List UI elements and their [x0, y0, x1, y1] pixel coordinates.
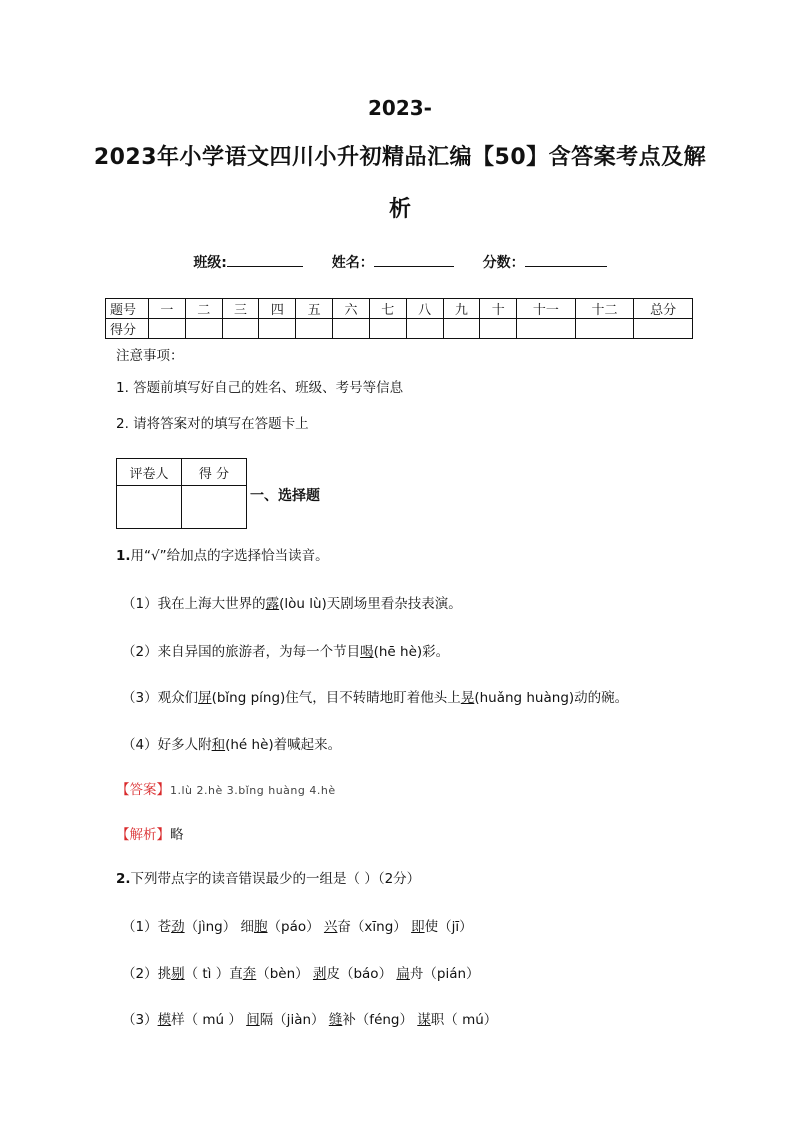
- item-text: （jìng） 细: [184, 919, 255, 935]
- item-text: (lòu lù)天剧场里看杂技表演。: [279, 596, 462, 612]
- section-heading: 一、选择题: [250, 488, 320, 504]
- item-text: (hé hè)着喊起来。: [225, 737, 342, 753]
- grader-box: [116, 458, 247, 529]
- score-label: 分数：: [482, 255, 525, 271]
- answer-label: 【答案】: [116, 782, 170, 798]
- dotted-char: 剔: [171, 966, 185, 982]
- item-text: 舟（pián）: [409, 966, 480, 982]
- score-col: 七: [369, 299, 406, 319]
- score-col: 四: [259, 299, 296, 319]
- item-text: (bǐng píng)住气，目不转睛地盯着他头上: [211, 690, 461, 706]
- grader-score-label: 得 分: [182, 459, 247, 486]
- item-text: 我在上海大世界的: [157, 596, 266, 612]
- item-text: 奋（xīng）: [337, 919, 412, 935]
- analysis-value: 略: [170, 827, 184, 843]
- dotted-char: 模: [157, 1012, 172, 1028]
- score-col: 总分: [634, 299, 693, 319]
- dotted-char: 露: [265, 596, 280, 612]
- notes-title: 注意事项：: [116, 348, 184, 364]
- dotted-char: 剥: [312, 966, 327, 982]
- dotted-char: 屏: [198, 690, 212, 706]
- dotted-char: 劲: [171, 919, 185, 935]
- score-cell[interactable]: [333, 319, 370, 339]
- question-stem: 用“√”给加点的字选择恰当读音。: [130, 548, 329, 564]
- dotted-char: 缝: [328, 1012, 343, 1028]
- analysis-row: [116, 823, 184, 843]
- score-table-header-label: 题号: [106, 299, 149, 319]
- item-number: （2）: [122, 966, 158, 982]
- item-number: （4）: [122, 737, 158, 753]
- score-col: 二: [185, 299, 222, 319]
- item-text: 观众们: [157, 690, 199, 706]
- grader-label: 评卷人: [117, 459, 182, 486]
- grader-score-cell[interactable]: [182, 486, 247, 529]
- answer-value: 1.lù 2.hè 3.bǐng huàng 4.hè: [170, 784, 336, 797]
- question-2-option-3: [122, 1008, 497, 1028]
- dotted-char: 扁: [396, 966, 410, 982]
- score-blank[interactable]: [525, 252, 607, 267]
- score-col: 十: [480, 299, 517, 319]
- question-1-item-2: [122, 640, 449, 660]
- item-text: 使（jī）: [424, 919, 473, 935]
- item-text: (huǎng huàng)动的碗。: [474, 690, 629, 706]
- score-cell[interactable]: [443, 319, 480, 339]
- score-col: 五: [296, 299, 333, 319]
- score-col: 三: [222, 299, 259, 319]
- name-blank[interactable]: [374, 252, 454, 267]
- item-text: 好多人附: [157, 737, 212, 753]
- score-cell[interactable]: [406, 319, 443, 339]
- question-2-stem: [116, 867, 420, 887]
- analysis-label: 【解析】: [116, 827, 170, 843]
- item-number: （2）: [122, 644, 158, 660]
- class-label: 班级:: [193, 255, 227, 271]
- class-blank[interactable]: [227, 252, 303, 267]
- question-1-item-1: [122, 592, 462, 612]
- score-cell[interactable]: [517, 319, 576, 339]
- score-col: 一: [149, 299, 186, 319]
- score-col: 六: [333, 299, 370, 319]
- item-text: 苍: [157, 919, 172, 935]
- item-text: 挑: [157, 966, 172, 982]
- question-number: 2.: [116, 871, 131, 887]
- score-cell[interactable]: [185, 319, 222, 339]
- dotted-char: 即: [411, 919, 425, 935]
- score-cell[interactable]: [296, 319, 333, 339]
- doc-title-line1: 2023-: [368, 96, 432, 120]
- question-number: 1.: [116, 548, 131, 564]
- score-cell[interactable]: [369, 319, 406, 339]
- item-text: 隔（jiàn）: [259, 1012, 329, 1028]
- doc-title-line3: 析: [388, 197, 411, 222]
- item-text: （bèn）: [256, 966, 313, 982]
- dotted-char: 胞: [254, 919, 268, 935]
- score-cell[interactable]: [575, 319, 634, 339]
- question-1-item-3: [122, 686, 628, 706]
- note-item: 2. 请将答案对的填写在答题卡上: [116, 416, 309, 432]
- dotted-char: 谋: [417, 1012, 431, 1028]
- question-1-stem: [116, 544, 329, 564]
- item-text: (hē hè)彩。: [373, 644, 450, 660]
- dotted-char: 奔: [242, 966, 257, 982]
- item-number: （3）: [122, 690, 158, 706]
- item-text: （páo）: [267, 919, 324, 935]
- score-cell[interactable]: [149, 319, 186, 339]
- score-col: 十二: [575, 299, 634, 319]
- score-col: 八: [406, 299, 443, 319]
- answer-row: [116, 778, 336, 798]
- score-cell[interactable]: [634, 319, 693, 339]
- score-col: 九: [443, 299, 480, 319]
- item-text: 职（ mú）: [430, 1012, 498, 1028]
- note-item: 1. 答题前填写好自己的姓名、班级、考号等信息: [116, 380, 404, 396]
- question-stem: 下列带点字的读音错误最少的一组是（ ）（2分）: [130, 871, 421, 887]
- name-label: 姓名：: [331, 255, 374, 271]
- dotted-char: 兴: [323, 919, 338, 935]
- dotted-char: 晃: [460, 690, 475, 706]
- dotted-char: 间: [246, 1012, 260, 1028]
- question-2-option-2: [122, 962, 480, 982]
- grader-cell[interactable]: [117, 486, 182, 529]
- question-1-item-4: [122, 733, 341, 753]
- item-number: （3）: [122, 1012, 158, 1028]
- item-text: 补（féng）: [342, 1012, 418, 1028]
- item-number: （1）: [122, 919, 158, 935]
- item-text: 来自异国的旅游者，为每一个节目: [157, 644, 361, 660]
- item-number: （1）: [122, 596, 158, 612]
- score-col: 十一: [517, 299, 576, 319]
- dotted-char: 和: [211, 737, 226, 753]
- item-text: 样（ mú ）: [171, 1012, 247, 1028]
- score-table-header-row: [106, 299, 693, 319]
- item-text: （ tì ）直: [184, 966, 243, 982]
- score-cell[interactable]: [222, 319, 259, 339]
- score-table-score-row: [106, 319, 693, 339]
- question-2-option-1: [122, 915, 473, 935]
- doc-title-line2: 2023年小学语文四川小升初精品汇编【50】含答案考点及解: [93, 145, 707, 170]
- score-cell[interactable]: [480, 319, 517, 339]
- score-row-label: 得分: [106, 319, 149, 339]
- score-table: [105, 298, 693, 339]
- dotted-char: 喝: [360, 644, 374, 660]
- score-cell[interactable]: [259, 319, 296, 339]
- student-info-row: [0, 252, 800, 272]
- item-text: 皮（báo）: [326, 966, 397, 982]
